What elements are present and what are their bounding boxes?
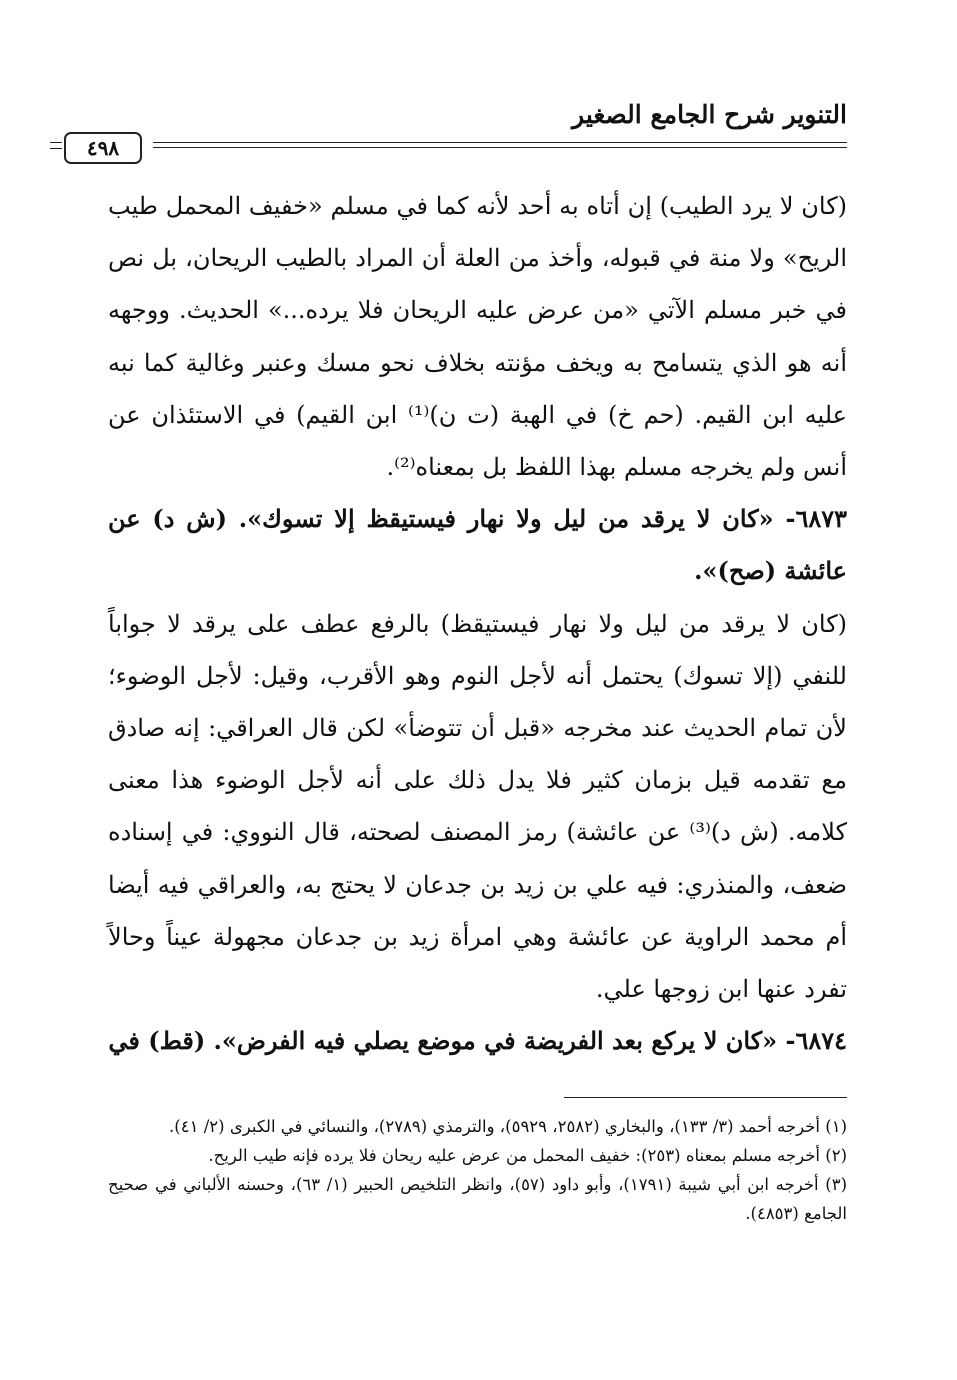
header-rule-stub	[50, 142, 62, 149]
footnote-3: (٣) أخرجه ابن أبي شيبة (١٧٩١)، وأبو داود (٥٧)، وانظر التلخيص الحبير (١/ ٦٣)، وحسنه الألباني في صحيح الجامع (٤٨٥٣).	[108, 1175, 848, 1223]
header-rule-top	[153, 142, 847, 143]
commentary-paragraph: (كان لا يرد الطيب) إن أتاه به أحد لأنه كما في مسلم «خفيف المحمل طيب الريح» ولا منة في قبوله، وأخذ من العلة أن المراد بالطيب الريحان، بل نص في خبر مسلم الآتي «من عرض عليه الريحان فلا يرده...» الحديث. ووجهه أنه هو الذي يتسامح به ويخف مؤنته بخلاف نحو مسك وعنبر وغالية كما نبه عليه ابن القيم. (حم خ) في الهبة (ت ن)⁽¹⁾ ابن القيم) في الاستئذان عن أنس ولم يخرجه مسلم بهذا اللفظ بل بمعناه⁽²⁾.	[108, 192, 848, 482]
footnote-separator	[564, 1097, 847, 1098]
main-text	[108, 180, 847, 1067]
page-number: ٤٩٨	[64, 132, 142, 164]
book-title: التنوير شرح الجامع الصغير	[572, 100, 847, 129]
commentary-paragraph: (كان لا يرقد من ليل ولا نهار فيستيقظ) بالرفع عطف على يرقد لا جواباً للنفي (إلا تسوك) يحتمل أنه لأجل النوم وهو الأقرب، وقيل: لأجل الوضوء؛ لأن تمام الحديث عند مخرجه «قبل أن تتوضأ» لكن قال العراقي: إنه صادق مع تقدمه قيل بزمان كثير فلا يدل ذلك على أنه لأجل الوضوء هذا معنى كلامه. (ش د)⁽³⁾ عن عائشة) رمز المصنف لصحته، قال النووي: في إسناده ضعف، والمنذري: فيه علي بن زيد بن جدعان لا يحتج به، والعراقي فيه أيضا أم محمد الراوية عن عائشة وهي امرأة زيد بن جدعان مجهولة عيناً وحالاً تفرد عنها ابن زوجها علي.	[108, 609, 847, 1004]
hadith-6873: ٦٨٧٣- «كان لا يرقد من ليل ولا نهار فيستيقظ إلا تسوك». (ش د) عن عائشة (صح)».	[108, 504, 847, 586]
footnotes	[108, 1112, 847, 1228]
page-header	[86, 96, 847, 166]
hadith-6874: ٦٨٧٤- «كان لا يركع بعد الفريضة في موضع يصلي فيه الفرض». (قط) في	[108, 1026, 847, 1056]
footnote-1: (١) أخرجه أحمد (٣/ ١٣٣)، والبخاري (٢٥٨٢، ٥٩٢٩)، والترمذي (٢٧٨٩)، والنسائي في الكبرى (٢/ ٤١).	[169, 1117, 847, 1136]
footnote-2: (٢) أخرجه مسلم بمعناه (٢٥٣): خفيف المحمل من عرض عليه ريحان فلا يرده فإنه طيب الريح.	[208, 1146, 847, 1165]
header-rule-bottom	[153, 147, 847, 148]
